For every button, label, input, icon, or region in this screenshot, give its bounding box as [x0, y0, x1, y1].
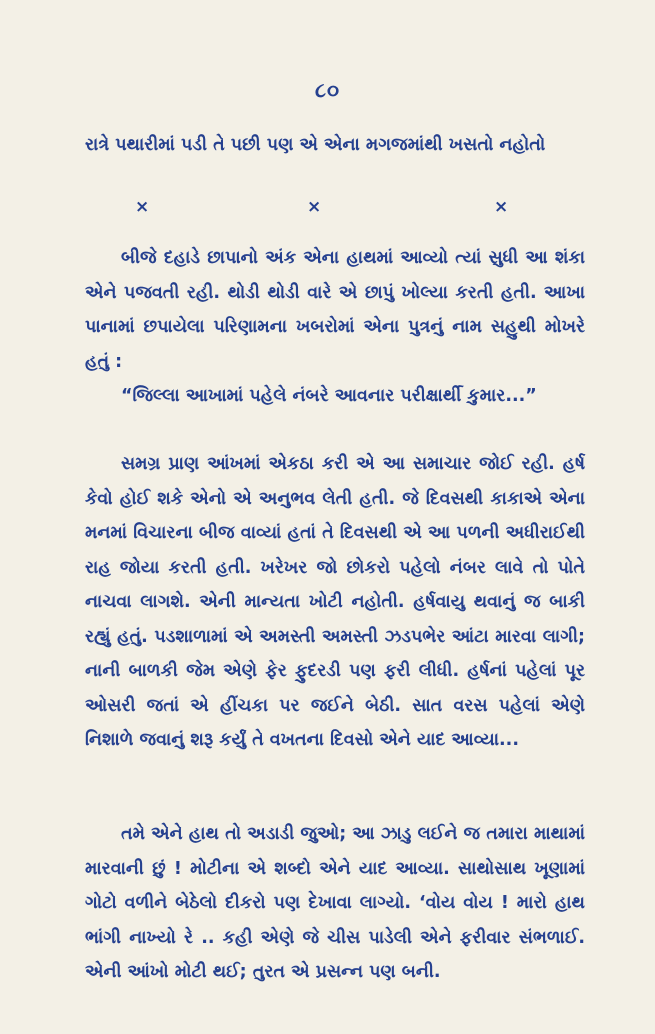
paragraph-4-text: સમગ્ર પ્રાણ આંખમાં એકઠા કરી એ આ સમાચાર જોઈ રહી. હર્ષ કેવો હોઈ શકે એનો એ અનુભવ લેતી હતી. જે દિવસથી કાકાએ એના મનમાં વિચારના બીજ વાવ્યાં હતાં તે દિવસથી એ આ પળની અધીરાઈથી રાહ જોયા કરતી હતી. ખરેખર જો છોકરો પહેલો નંબર લાવે તો પોતે નાચવા લાગશે. એની માન્યતા ખોટી નહોતી. હર્ષવાયુ થવાનું જ બાકી રહ્યું હતું. પડશાળામાં એ અમસ્તી અમસ્તી ઝડપભેર આંટા મારવા લાગી; નાની બાળકી જેમ એણે ફેર ફુદરડી પણ ફરી લીધી. હર્ષનાં પહેલાં પૂર ઓસરી જતાં એ હીંચકા પર જઈને બેઠી. સાત વરસ પહેલાં એણે નિશાળે જવાનું શરૂ કર્યું તે વખતના દિવસો એને યાદ આવ્યા...	[85, 454, 585, 750]
paragraph-3-text: “જિલ્લા આખામાં પહેલે નંબરે આવનાર પરીક્ષાર્થી કુમાર...”	[121, 386, 537, 406]
section-separator	[0, 197, 655, 227]
separator-mark: ×	[494, 197, 509, 217]
paragraph-1	[85, 128, 585, 163]
separator-mark: ×	[135, 197, 150, 217]
paragraph-3-quote	[85, 379, 585, 414]
page-number: ૮૦	[314, 78, 341, 102]
paragraph-4	[85, 447, 585, 758]
paragraph-2-text: બીજે દહાડે છાપાનો અંક એના હાથમાં આવ્યો ત્યાં સુધી આ શંકા એને પજવતી રહી. થોડી થોડી વારે એ છાપું ખોલ્યા કરતી હતી. આખા પાનામાં છપાયેલા પરિણામના ખબરોમાં એના પુત્રનું નામ સહુથી મોખરે હતું :	[85, 248, 585, 372]
paragraph-5	[85, 817, 585, 990]
separator-mark: ×	[307, 197, 322, 217]
paragraph-1-text: રાત્રે પથારીમાં પડી તે પછી પણ એ એના મગજમાંથી ખસતો નહોતો	[85, 135, 546, 155]
paragraph-2	[85, 241, 585, 379]
paragraph-5-text: તમે એને હાથ તો અડાડી જુઓ; આ ઝાડુ લઈને જ તમારા માથામાં મારવાની છું ! મોટીના એ શબ્દો એને યાદ આવ્યા. સાથોસાથ ખૂણામાં ગોટો વળીને બેઠેલો દીકરો પણ દેખાવા લાગ્યો. ‘વોય વોય ! મારો હાથ ભાંગી નાખ્યો રે .. કહી એણે જે ચીસ પાડેલી એને ફરીવાર સંભળાઈ. એની આંખો મોટી થઈ; તુરત એ પ્રસન્ન પણ બની.	[85, 824, 585, 982]
